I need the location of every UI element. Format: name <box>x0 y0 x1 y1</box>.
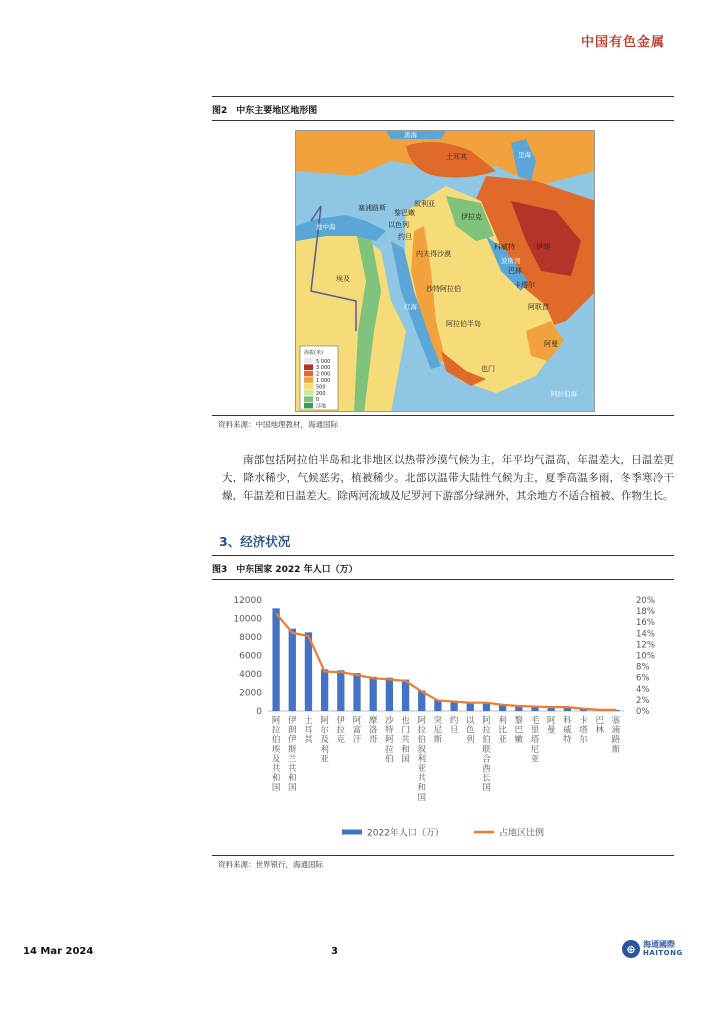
x-category-char: 约 <box>449 716 459 726</box>
x-category-char: 和 <box>417 783 426 794</box>
x-category-char: 亚 <box>498 735 507 746</box>
x-category-label <box>385 715 394 764</box>
map-label-qatar: 卡塔尔 <box>514 281 535 289</box>
x-category-char: 国 <box>271 783 281 794</box>
map-label-israel: 以色列 <box>388 221 409 229</box>
x-category-char: 威 <box>563 725 572 736</box>
x-category-char: 里 <box>530 725 540 736</box>
logo-chinese: 海通國際 <box>643 940 675 949</box>
map-legend-swatch <box>304 358 313 364</box>
figure3-source-rule <box>212 855 674 856</box>
x-category-label <box>595 716 604 736</box>
x-category-char: 浦 <box>611 725 621 736</box>
x-category-char: 富 <box>352 725 362 736</box>
x-category-char: 和 <box>271 773 281 784</box>
x-category-char: 利 <box>417 754 426 765</box>
x-category-char: 伊 <box>288 716 297 726</box>
map-label-syria: 叙利亚 <box>414 200 435 208</box>
map-label-iran: 伊朗 <box>536 243 550 251</box>
x-category-char: 土 <box>304 716 313 726</box>
figure2-source: 资料来源：中国地理教材，海通国际 <box>218 420 338 429</box>
x-category-char: 共 <box>271 764 281 774</box>
x-category-char: 尼 <box>530 744 540 755</box>
y-right-tick-label: 10% <box>636 651 655 662</box>
x-category-label <box>547 716 556 736</box>
figure2-source-rule <box>212 415 674 416</box>
y-left-tick-label: 8000 <box>239 633 262 643</box>
x-category-char: 长 <box>482 773 491 784</box>
map-legend-swatch <box>304 403 313 409</box>
x-category-char: 斯 <box>433 735 443 746</box>
x-category-char: 国 <box>482 783 491 794</box>
x-category-label <box>612 715 621 755</box>
x-category-char: 阿 <box>271 716 281 726</box>
y-right-tick-label: 18% <box>636 607 655 618</box>
figure2-title: 图2 中东主要地区地形图 <box>212 103 674 121</box>
x-category-char: 酋 <box>482 764 491 774</box>
y-right-tick-label: 4% <box>636 684 650 695</box>
x-category-char: 伯 <box>385 754 394 765</box>
x-category-char: 伊 <box>288 735 297 746</box>
x-category-char: 汗 <box>352 735 362 746</box>
x-category-char: 兰 <box>288 754 297 765</box>
x-category-char: 和 <box>401 744 410 755</box>
map-label-mediterranean: 地中海 <box>316 223 336 231</box>
x-category-char: 阿 <box>352 716 362 726</box>
x-category-char: 塔 <box>579 725 588 736</box>
map-label-kuwait: 科威特 <box>494 243 515 251</box>
map-label-lebanon: 黎巴嫩 <box>394 209 415 217</box>
map-label-cyprus: 塞浦路斯 <box>358 204 386 212</box>
brand-title: 中国有色金属 <box>580 35 665 50</box>
population-bar <box>386 678 393 711</box>
x-category-char: 洛 <box>368 725 378 736</box>
x-category-char: 特 <box>563 735 572 746</box>
map-legend-swatch <box>304 390 313 396</box>
map-label-black-sea: 黑海 <box>404 131 417 139</box>
x-category-label <box>466 716 475 745</box>
population-bar <box>289 629 296 711</box>
x-category-char: 尼 <box>433 725 443 736</box>
x-category-label <box>579 715 588 745</box>
x-category-char: 合 <box>482 754 491 765</box>
map-label-bahrain: 巴林 <box>508 267 522 275</box>
x-category-char: 林 <box>595 725 604 736</box>
haitong-logo-icon: ⊕ <box>622 940 640 958</box>
x-category-label <box>450 715 459 736</box>
map-label-iraq: 伊拉克 <box>461 213 482 221</box>
map-legend-swatch <box>304 396 313 402</box>
x-category-char: 利 <box>498 716 507 726</box>
x-category-char: 科 <box>563 716 572 726</box>
x-category-char: 叙 <box>417 744 426 755</box>
y-left-tick-label: 2000 <box>239 688 262 699</box>
map-label-yemen: 也门 <box>481 365 495 373</box>
x-category-char: 尔 <box>320 725 329 736</box>
x-category-char: 路 <box>611 735 621 746</box>
map-label-nafud-desert: 内夫得沙漠 <box>416 250 451 258</box>
x-category-char: 克 <box>336 735 346 746</box>
x-category-label <box>272 716 281 793</box>
y-right-tick-label: 0% <box>636 707 650 717</box>
x-category-label <box>531 716 540 764</box>
x-category-char: 及 <box>320 735 329 746</box>
x-category-char: 比 <box>498 725 507 736</box>
population-bar <box>321 669 328 711</box>
x-category-char: 共 <box>417 773 426 784</box>
x-category-char: 国 <box>417 792 426 803</box>
body-paragraph: 南部包括阿拉伯半岛和北非地区以热带沙漠气候为主，年平均气温高，年温差大，日温差更大，降水稀少，气候恶劣，植被稀少。北部以温带大陆性气候为主，夏季高温多雨，冬季寒冷干燥，年温差和日温差大。除两河流域及尼罗河下游部分绿洲外，其余地方不适合植被、作物生长。 <box>222 454 674 502</box>
legend-line-label: 占地区比例 <box>499 828 545 839</box>
x-category-char: 也 <box>401 716 410 726</box>
x-category-char: 卡 <box>579 716 588 726</box>
x-category-char: 亚 <box>417 764 426 774</box>
map-label-red-sea: 红海 <box>404 303 417 311</box>
x-category-label <box>288 715 297 793</box>
x-category-char: 嫩 <box>514 735 524 746</box>
x-category-label <box>337 715 346 745</box>
map-label-uae: 阿联酋 <box>528 303 549 311</box>
x-category-char: 拉 <box>385 744 394 755</box>
x-category-label <box>353 716 362 745</box>
x-category-char: 埃 <box>271 744 281 755</box>
x-category-char: 斯 <box>288 744 297 755</box>
legend-bar-label: 2022年人口（万） <box>367 828 444 839</box>
x-category-label <box>515 715 524 745</box>
x-category-char: 朗 <box>288 725 297 736</box>
map-legend-label: 0 <box>316 397 320 404</box>
figure3-top-rule <box>212 555 674 556</box>
map-legend-label: 5 000 <box>316 358 331 365</box>
figure2-top-rule <box>212 96 674 97</box>
map-legend-swatch <box>304 384 313 390</box>
y-right-tick-label: 6% <box>636 673 650 684</box>
map-label-arabian-sea: 阿拉伯海 <box>551 390 577 398</box>
map-label-saudi-arabia: 沙特阿拉伯 <box>426 285 461 293</box>
x-category-char: 伯 <box>482 735 491 746</box>
x-category-char: 摩 <box>368 716 378 726</box>
map-label-egypt: 埃及 <box>336 275 350 283</box>
x-category-char: 共 <box>288 764 297 774</box>
population-chart <box>212 588 674 850</box>
x-category-label <box>320 716 329 764</box>
x-category-char: 国 <box>288 783 297 794</box>
figure3-source: 资料来源：世界银行，海通国际 <box>218 860 323 869</box>
x-category-char: 耳 <box>304 725 313 736</box>
map-label-persian-gulf: 波斯湾 <box>501 257 521 265</box>
x-category-char: 斯 <box>611 744 621 755</box>
section-heading-economy: 3、经济状况 <box>219 534 291 549</box>
population-bar <box>272 608 279 711</box>
x-category-char: 突 <box>433 716 443 726</box>
x-category-char: 阿 <box>320 716 329 726</box>
x-category-char: 哥 <box>368 735 378 746</box>
x-category-label <box>417 716 426 803</box>
map-elevation-legend <box>300 346 338 410</box>
y-right-tick-label: 14% <box>636 629 655 640</box>
x-category-char: 阿 <box>482 716 491 726</box>
x-category-char: 特 <box>385 725 394 736</box>
map-legend-swatch <box>304 377 313 383</box>
x-category-char: 拉 <box>482 725 491 736</box>
population-bar <box>337 670 344 711</box>
x-category-char: 以 <box>466 716 475 726</box>
haitong-logo <box>622 940 683 958</box>
y-right-tick-label: 16% <box>636 618 655 629</box>
map-label-turkey: 土耳其 <box>446 153 467 161</box>
x-category-char: 塔 <box>530 735 540 746</box>
y-left-tick-label: 12000 <box>233 596 262 606</box>
y-right-tick-label: 12% <box>636 640 655 651</box>
x-category-char: 阿 <box>546 716 556 726</box>
x-category-char: 联 <box>482 744 491 755</box>
middle-east-topographic-map <box>295 130 595 412</box>
y-left-tick-label: 4000 <box>239 670 262 680</box>
x-category-char: 和 <box>288 773 297 784</box>
x-category-label <box>498 715 507 745</box>
population-bar <box>353 673 360 711</box>
x-category-char: 巴 <box>595 716 604 726</box>
x-category-char: 伯 <box>271 735 281 746</box>
x-category-char: 其 <box>304 735 313 746</box>
footer-page-number: 3 <box>331 946 338 957</box>
y-right-tick-label: 2% <box>636 695 650 706</box>
x-category-char: 塞 <box>611 716 621 726</box>
x-category-char: 及 <box>271 754 281 765</box>
y-left-tick-label: 10000 <box>233 614 262 625</box>
map-legend-label: 3 000 <box>316 365 331 372</box>
x-category-char: 伊 <box>336 716 346 726</box>
map-legend-label: 1 000 <box>316 378 331 384</box>
map-legend-label: 2 000 <box>316 371 331 378</box>
y-right-tick-label: 20% <box>636 596 655 606</box>
x-category-char: 毛 <box>530 716 540 726</box>
x-category-char: 共 <box>401 735 410 746</box>
map-legend-title: 海拔(米) <box>304 350 323 356</box>
x-category-char: 曼 <box>546 725 556 736</box>
map-label-jordan: 约旦 <box>398 233 412 241</box>
x-category-char: 黎 <box>514 716 524 726</box>
logo-english: HAITONG <box>643 949 683 957</box>
x-category-label <box>563 715 572 745</box>
x-category-char: 列 <box>466 735 475 746</box>
map-legend-swatch <box>304 371 313 377</box>
x-category-char: 旦 <box>449 725 459 736</box>
population-bar <box>370 677 377 711</box>
x-category-char: 亚 <box>530 754 540 765</box>
x-category-label <box>482 716 491 793</box>
x-category-char: 亚 <box>320 754 329 765</box>
x-category-label <box>369 715 378 745</box>
x-category-char: 阿 <box>385 735 394 746</box>
y-right-tick-label: 8% <box>636 662 650 673</box>
map-label-caspian-sea: 里海 <box>518 151 531 159</box>
map-legend-swatch <box>304 364 313 370</box>
figure3-title: 图3 中东国家 2022 年人口（万） <box>212 562 674 580</box>
x-category-char: 巴 <box>514 725 524 736</box>
x-category-char: 国 <box>401 754 410 765</box>
x-category-char: 沙 <box>385 716 394 726</box>
map-label-arabian-peninsula: 阿拉伯半岛 <box>446 320 481 328</box>
x-category-char: 门 <box>401 725 410 736</box>
map-label-oman: 阿曼 <box>544 340 558 348</box>
y-left-tick-label: 6000 <box>239 651 262 662</box>
footer-date: 14 Mar 2024 <box>23 946 94 957</box>
x-category-char: 拉 <box>271 725 281 736</box>
x-category-char: 阿 <box>417 716 426 726</box>
x-category-char: 尔 <box>579 735 588 746</box>
x-category-char: 拉 <box>336 725 346 736</box>
x-category-char: 利 <box>320 744 329 755</box>
x-category-char: 伯 <box>417 735 426 746</box>
map-legend-label: 500 <box>316 384 326 391</box>
y-left-tick-label: 0 <box>256 707 262 717</box>
x-category-label <box>401 715 410 764</box>
population-bar <box>402 680 409 711</box>
x-category-char: 拉 <box>417 725 426 736</box>
map-legend-label: 200 <box>316 390 326 397</box>
map-legend-label: 洼地 <box>316 403 327 410</box>
x-category-char: 色 <box>466 725 475 736</box>
x-category-label <box>434 715 443 745</box>
x-category-label <box>304 715 313 745</box>
